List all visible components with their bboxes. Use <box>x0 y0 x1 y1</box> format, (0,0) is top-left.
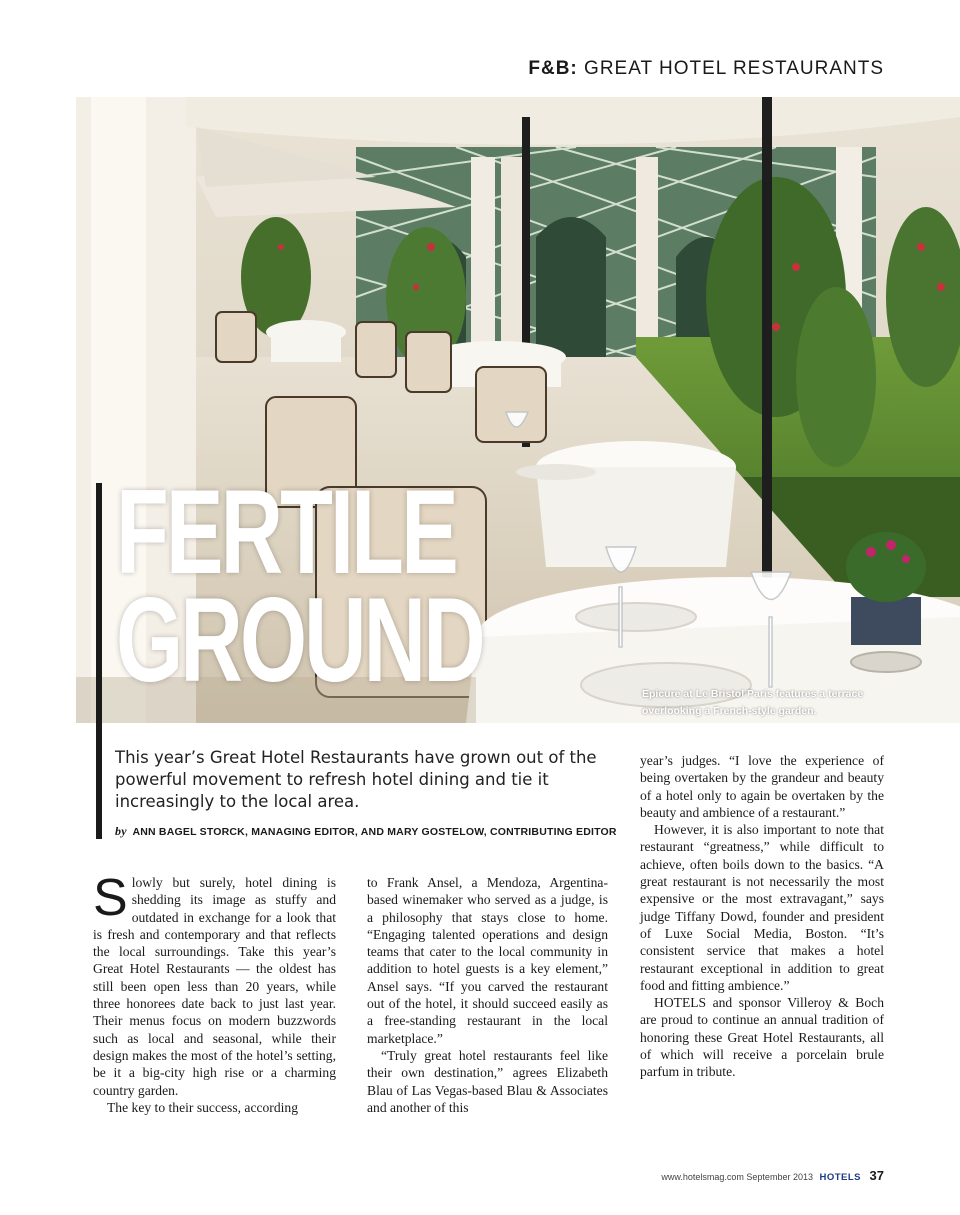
page-number: 37 <box>869 1168 884 1183</box>
byline-authors: ANN BAGEL STORCK, MANAGING EDITOR, AND MARY GOSTELOW, CONTRIBUTING EDITOR <box>132 826 617 838</box>
body-paragraph: However, it is also important to note that restaurant “greatness,” while difficult to achieve, often boils down to the basics. “A great restaurant is not necessarily the most expensive or the most extravagant,” says judge Tiffany Dowd, founder and president of Luxe Social Media, Boston. “It’s consistent service that makes a hotel restaurant exceptional in addition to great food and fitting ambience.” <box>640 822 884 993</box>
section-title: GREAT HOTEL RESTAURANTS <box>584 58 884 79</box>
body-column-2 <box>367 874 608 1116</box>
body-paragraph: HOTELS and sponsor Villeroy & Boch are proud to continue an annual tradition of honoring these Great Hotel Restaurants, all of which will receive a porcelain brule parfum in tribute. <box>640 995 884 1080</box>
photo-caption <box>642 686 882 720</box>
headline-line1: FERTILE <box>116 465 456 599</box>
paragraph-text: lowly but surely, hotel dining is shedding its image as stuffy and outdated in exchange for a look that is fresh and contemporary and that reflects the local surroundings. Take this year’s Great Hotel Restaurants — the oldest has still been open less than 20 years, while three honorees date back to just last year. Their menus focus on modern buzzwords such as local and seasonal, while their design makes the most of the hotel’s setting, be it a big-city high rise or a charming country garden. <box>93 875 336 1098</box>
footer-date: September 2013 <box>746 1172 813 1182</box>
footer-url: www.hotelsmag.com <box>661 1172 744 1182</box>
section-prefix: F&B: <box>528 58 578 79</box>
footer-brand: HOTELS <box>819 1172 862 1183</box>
body-paragraph: year’s judges. “I love the experience of being overtaken by the grandeur and beauty of a hotel only to again be overtaken by the beauty and ambience of a restaurant.” <box>640 753 884 820</box>
headline-rule <box>96 483 102 839</box>
body-paragraph: The key to their success, according <box>107 1099 298 1115</box>
page-footer <box>661 1168 884 1183</box>
body-column-3 <box>640 752 884 1081</box>
body-paragraph: “Truly great hotel restaurants feel like their own destination,” agrees Elizabeth Blau of Las Vegas-based Blau & Associates and another of this <box>367 1047 608 1115</box>
photo-caption-line1: Epicure at Le Bristol Paris features a terrace <box>642 688 864 700</box>
section-header <box>528 58 884 80</box>
headline-line2: GROUND <box>116 573 483 707</box>
drop-cap: S <box>93 869 128 927</box>
byline-by: by <box>115 824 127 838</box>
article-deck: This year’s Great Hotel Restaurants have grown out of the powerful movement to refresh hotel dining and tie it increasingly to the local area. <box>115 748 597 811</box>
body-paragraph: to Frank Ansel, a Mendoza, Argentina-based winemaker who served as a judge, is a philosophy that stays close to home. “Engaging talented operations and design teams that cater to the local community in addition to hotel guests is a key element,” Ansel says. “If you carved the restaurant out of the hotel, it should succeed easily as a free-standing restaurant in the local marketplace.” <box>367 875 608 1046</box>
photo-caption-line2: overlooking a French-style garden. <box>642 705 817 717</box>
byline <box>115 824 617 839</box>
headline <box>116 465 625 707</box>
body-column-1 <box>93 869 336 1116</box>
body-paragraph <box>93 869 336 1099</box>
